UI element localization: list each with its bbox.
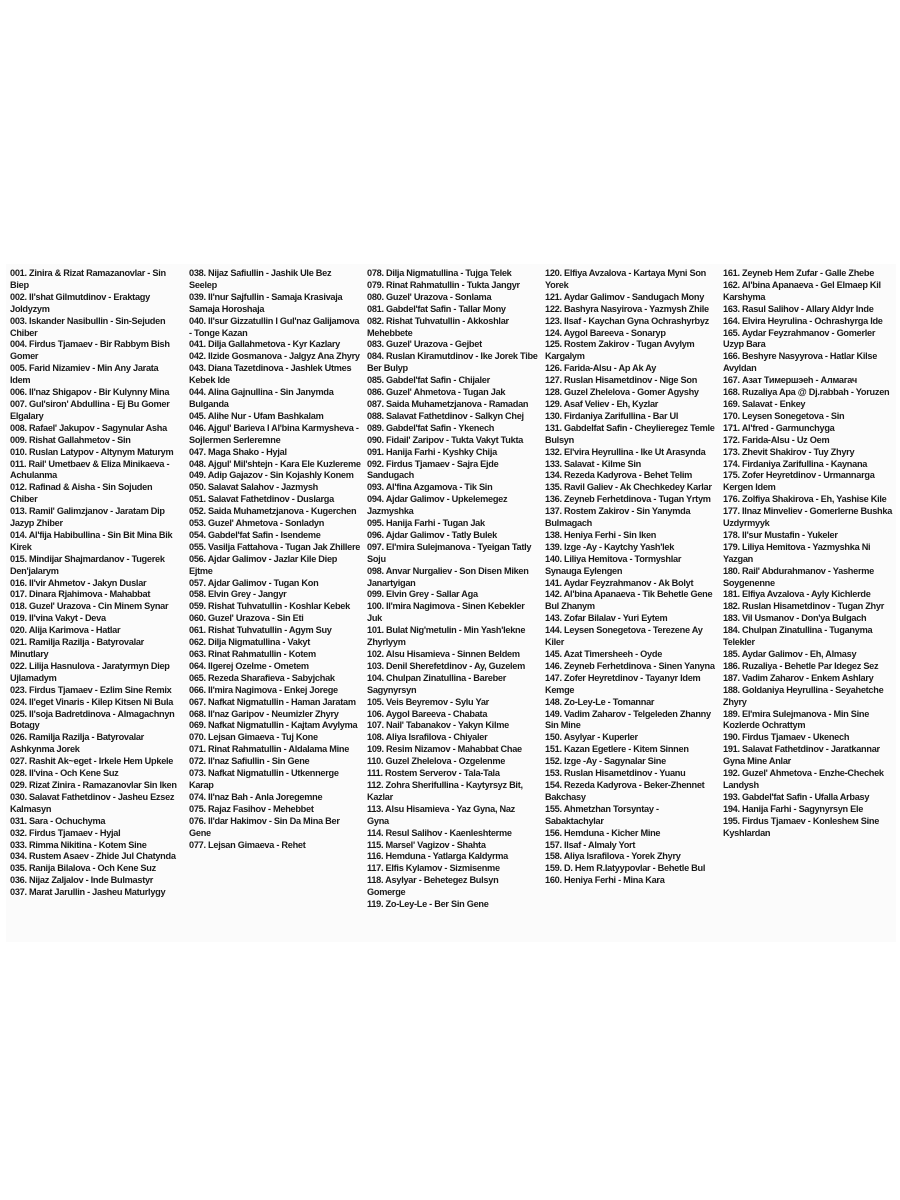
track-entry: 128. Guzel Zhelelova - Gomer Agyshy xyxy=(545,387,699,398)
track-entry: 020. Alija Karimova - Hatlar xyxy=(10,625,121,636)
track-entry: 192. Guzel' Ahmetova - Enzhe-Chechek Landysh xyxy=(723,768,884,790)
track-entry: 179. Liliya Hemitova - Yazmyshka Ni Yazgan xyxy=(723,541,871,564)
track-entry: 047. Maga Shako - Hyjal xyxy=(189,446,287,457)
track-entry: 087. Saida Muhametzjanova - Ramadan xyxy=(367,398,529,409)
track-entry: 117. Elfis Kylamov - Sizmisenme xyxy=(367,863,500,874)
track-entry: 162. Al'bina Apanaeva - Gel Elmaep Kil Karshyma xyxy=(723,279,881,302)
track-entry: 118. Asylyar - Behetegez Bulsyn Gomerge xyxy=(367,875,499,898)
track-entry: 151. Kazan Egetlere - Kitem Sinnen xyxy=(545,744,689,755)
track-entry: 144. Leysen Sonegetova - Terezene Ay Kiler xyxy=(545,625,703,648)
track-entry: 041. Dilja Gallahmetova - Kyr Kazlary xyxy=(189,339,341,350)
track-entry: 158. Aliya Israfilova - Yorek Zhyry xyxy=(545,851,681,862)
track-entry: 105. Veis Beyremov - Sylu Yar xyxy=(367,696,489,707)
track-entry: 147. Zofer Heyretdinov - Tayanyr Idem Kemge xyxy=(545,672,701,695)
track-entry: 125. Rostem Zakirov - Tugan Avylym Kargalym xyxy=(545,339,695,362)
track-entry: 078. Dilja Nigmatullina - Tujga Telek xyxy=(367,268,512,278)
track-entry: 178. Il'sur Mustafin - Yukeler xyxy=(723,529,838,540)
track-entry: 165. Aydar Feyzrahmanov - Gomerler Uzyp Bara xyxy=(723,327,876,350)
track-entry: 145. Azat Timersheeh - Oyde xyxy=(545,649,663,659)
track-entry: 018. Guzel' Urazova - Cin Minem Synar xyxy=(10,601,169,612)
track-entry: 138. Heniya Ferhi - Sin Iken xyxy=(545,529,657,540)
track-entry: 060. Guzel' Urazova - Sin Eti xyxy=(189,613,304,624)
track-entry: 021. Ramilja Razilja - Batyrovalar Minutlary xyxy=(10,637,144,659)
track-entry: 007. Gul'siron' Abdullina - Ej Bu Gomer Elgalary xyxy=(10,398,170,421)
track-entry: 024. Il'eget Vinaris - Kilep Kitsen Ni Bula xyxy=(10,696,174,707)
track-entry: 193. Gabdel'fat Safin - Ufalla Arbasy xyxy=(723,791,870,802)
track-entry: 102. Alsu Hisamieva - Sinnen Beldem xyxy=(367,649,520,659)
track-entry: 083. Guzel' Urazova - Gejbet xyxy=(367,339,482,350)
track-entry: 023. Firdus Tjamaev - Ezlim Sine Remix xyxy=(10,684,172,695)
track-entry: 036. Nijaz Zaljalov - Inde Bulmastyr xyxy=(10,875,154,886)
track-entry: 108. Aliya Israfilova - Chiyaler xyxy=(367,732,488,743)
track-entry: 050. Salavat Salahov - Jazmysh xyxy=(189,482,318,493)
track-entry: 016. Il'vir Ahmetov - Jakyn Duslar xyxy=(10,577,147,588)
track-entry: 142. Al'bina Apanaeva - Tik Behetle Gene Bul Zhanym xyxy=(545,589,713,612)
track-entry: 012. Rafinad & Aisha - Sin Sojuden Chiber xyxy=(10,482,153,505)
track-entry: 143. Zofar Bilalav - Yuri Eytem xyxy=(545,613,668,624)
track-entry: 161. Zeyneb Hem Zufar - Galle Zhebe xyxy=(723,268,875,278)
track-entry: 066. Il'mira Nagimova - Enkej Jorege xyxy=(189,684,338,695)
track-entry: 163. Rasul Salihov - Allary Aldyr Inde xyxy=(723,303,874,314)
track-entry: 180. Rail' Abdurahmanov - Yasherme Soygenenne xyxy=(723,565,874,588)
track-entry: 188. Goldaniya Heyrullina - Seyahetche Zhyry xyxy=(723,684,884,707)
track-entry: 045. Alihe Nur - Ufam Bashkalam xyxy=(189,410,324,421)
track-entry: 101. Bulat Nig'metulin - Min Yash'lekne Zhyrlyym xyxy=(367,625,526,648)
track-entry: 177. Ilnaz Minveliev - Gomerlerne Bushka Uzdyrmyyk xyxy=(723,506,893,529)
track-entry: 067. Nafkat Nigmatullin - Haman Jaratam xyxy=(189,696,356,707)
track-entry: 121. Aydar Galimov - Sandugach Mony xyxy=(545,291,705,302)
track-entry: 146. Zeyneb Ferhetdinova - Sinen Yanyna xyxy=(545,660,715,671)
track-entry: 006. Il'naz Shigapov - Bir Kulynny Mina xyxy=(10,387,170,398)
track-entry: 054. Gabdel'fat Safin - Isendeme xyxy=(189,529,321,540)
track-entry: 104. Chulpan Zinatullina - Bareber Sagynyrsyn xyxy=(367,672,507,695)
track-entry: 123. Ilsaf - Kaychan Gyna Ochrashyrbyz xyxy=(545,315,709,326)
track-entry: 115. Marsel' Vagizov - Shahta xyxy=(367,839,486,850)
track-entry: 001. Zinira & Rizat Ramazanovlar - Sin Biep xyxy=(10,268,166,290)
track-column-4 xyxy=(545,268,717,887)
track-entry: 187. Vadim Zaharov - Enkem Ashlary xyxy=(723,672,874,683)
track-entry: 096. Ajdar Galimov - Tatly Bulek xyxy=(367,529,497,540)
track-entry: 026. Ramilja Razilja - Batyrovalar Ashkynma Jorek xyxy=(10,732,144,755)
track-entry: 186. Ruzaliya - Behetle Par Idegez Sez xyxy=(723,660,879,671)
track-entry: 071. Rinat Rahmatullin - Aldalama Mine xyxy=(189,744,350,755)
track-entry: 002. Il'shat Gilmutdinov - Eraktagy Joldyzym xyxy=(10,291,150,314)
track-entry: 195. Firdus Tjamaev - Konlesheм Sine Kyshlardan xyxy=(723,815,880,838)
track-entry: 042. Ilzide Gosmanova - Jalgyz Ana Zhyry xyxy=(189,351,360,362)
track-entry: 005. Farid Nizamiev - Min Any Jarata Idem xyxy=(10,363,159,386)
track-entry: 077. Lejsan Gimaeva - Rehet xyxy=(189,839,306,850)
track-entry: 035. Ranija Bilalova - Och Kene Suz xyxy=(10,863,156,874)
track-entry: 085. Gabdel'fat Safin - Chijaler xyxy=(367,375,490,386)
track-entry: 014. Al'fija Habibullina - Sin Bit Mina Bik Kirek xyxy=(10,529,173,552)
track-entry: 132. El'vira Heyrullina - Ike Ut Arasynda xyxy=(545,446,706,457)
track-entry: 031. Sara - Ochuchyma xyxy=(10,815,106,826)
track-entry: 120. Elfiya Avzalova - Kartaya Myni Son Yorek xyxy=(545,268,706,290)
track-entry: 052. Saida Muhametzjanova - Kugerchen xyxy=(189,506,357,517)
track-entry: 129. Asaf Veliev - Eh, Kyzlar xyxy=(545,398,659,409)
track-entry: 011. Rail' Umetbaev & Eliza Minikaeva - Achulanma xyxy=(10,458,170,481)
track-entry: 116. Hemduna - Yatlarga Kaldyrma xyxy=(367,851,508,862)
track-entry: 170. Leysen Sonegetova - Sin xyxy=(723,410,845,421)
track-entry: 168. Ruzaliya Apa @ Dj.rabbah - Yoruzen xyxy=(723,387,890,398)
track-entry: 075. Rajaz Fasihov - Mehebbet xyxy=(189,803,314,814)
track-entry: 010. Ruslan Latypov - Altynym Maturym xyxy=(10,446,174,457)
track-entry: 148. Zo-Ley-Le - Tomannar xyxy=(545,696,655,707)
track-entry: 136. Zeyneb Ferhetdinova - Tugan Yrtym xyxy=(545,494,711,505)
track-entry: 111. Rostem Serverov - Tala-Tala xyxy=(367,768,500,779)
track-entry: 141. Aydar Feyzrahmanov - Ak Bolyt xyxy=(545,577,694,588)
track-entry: 072. Il'naz Safiullin - Sin Gene xyxy=(189,756,310,767)
track-entry: 037. Marat Jarullin - Jasheu Maturlygy xyxy=(10,887,166,898)
track-entry: 131. Gabdelfat Safin - Cheylieregez Temle Bulsyn xyxy=(545,422,715,445)
track-entry: 126. Farida-Alsu - Ap Ak Ay xyxy=(545,363,657,374)
track-entry: 150. Asylyar - Kuperler xyxy=(545,732,638,743)
track-entry: 025. Il'soja Badretdinova - Almagachnyn Botagy xyxy=(10,708,175,731)
track-entry: 191. Salavat Fathetdinov - Jaratkannar Gyna Mine Anlar xyxy=(723,744,880,767)
track-entry: 029. Rizat Zinira - Ramazanovlar Sin Iken xyxy=(10,779,177,790)
track-entry: 040. Il'sur Gizzatullin I Gul'naz Galijamova - Tonge Kazan xyxy=(189,315,360,338)
track-entry: 190. Firdus Tjamaev - Ukenech xyxy=(723,732,850,743)
track-column-1 xyxy=(10,268,180,899)
track-entry: 171. Al'fred - Garmunchyga xyxy=(723,422,835,433)
track-entry: 044. Alina Gajnullina - Sin Janymda Bulganda xyxy=(189,387,334,409)
track-entry: 081. Gabdel'fat Safin - Tallar Mony xyxy=(367,303,506,314)
track-entry: 114. Resul Salihov - Kaenleshterme xyxy=(367,827,512,838)
track-entry: 139. Izge -Ay - Kaytchy Yash'lek xyxy=(545,541,675,552)
track-entry: 033. Rimma Nikitina - Kotem Sine xyxy=(10,839,147,850)
track-column-2 xyxy=(189,268,361,851)
track-entry: 059. Rishat Tuhvatullin - Koshlar Kebek xyxy=(189,601,350,612)
track-column-3 xyxy=(367,268,539,911)
track-entry: 034. Rustem Asaev - Zhide Jul Chatynda xyxy=(10,851,176,862)
track-entry: 076. Il'dar Hakimov - Sin Da Mina Ber Gene xyxy=(189,815,340,838)
track-entry: 103. Denil Sherefetdinov - Ay, Guzelem xyxy=(367,660,526,671)
track-entry: 095. Hanija Farhi - Tugan Jak xyxy=(367,518,485,529)
track-entry: 003. Iskander Nasibullin - Sin-Sejuden Chiber xyxy=(10,315,166,338)
track-entry: 030. Salavat Fathetdinov - Jasheu Ezsez Kalmasyn xyxy=(10,791,175,814)
track-entry: 184. Chulpan Zinatullina - Tuganyma Telekler xyxy=(723,625,873,648)
track-entry: 088. Salavat Fathetdinov - Salkyn Chej xyxy=(367,410,524,421)
track-entry: 159. D. Hem R.Iatyypovlar - Behetle Bul xyxy=(545,863,706,874)
track-entry: 049. Adip Gajazov - Sin Kojashly Konem xyxy=(189,470,354,481)
track-entry: 039. Il'nur Sajfullin - Samaja Krasivaja Samaja Horoshaja xyxy=(189,291,343,314)
track-entry: 092. Firdus Tjamaev - Sajra Ejde Sandugach xyxy=(367,458,499,481)
track-entry: 056. Ajdar Galimov - Jazlar Kile Diep Ejtme xyxy=(189,553,338,576)
track-entry: 043. Diana Tazetdinova - Jashlek Utmes Kebek Ide xyxy=(189,363,352,386)
track-entry: 055. Vasilja Fattahova - Tugan Jak Zhillere xyxy=(189,541,361,552)
track-entry: 109. Resim Nizamov - Mahabbat Chae xyxy=(367,744,522,755)
track-entry: 090. Fidail' Zaripov - Tukta Vakyt Tukta xyxy=(367,434,524,445)
track-entry: 073. Nafkat Nigmatullin - Utkennerge Karap xyxy=(189,768,339,790)
track-entry: 183. Vil Usmanov - Don'ya Bulgach xyxy=(723,613,867,624)
track-entry: 137. Rostem Zakirov - Sin Yanymda Bulmagach xyxy=(545,506,691,529)
track-entry: 119. Zo-Ley-Le - Ber Sin Gene xyxy=(367,899,489,910)
track-entry: 194. Hanija Farhi - Sagynyrsyn Ele xyxy=(723,803,864,814)
track-entry: 004. Firdus Tjamaev - Bir Rabbym Bish Gomer xyxy=(10,339,170,362)
track-entry: 069. Nafkat Nigmatullin - Kajtam Avylyma xyxy=(189,720,358,731)
track-entry: 094. Ajdar Galimov - Upkelemegez Jazmyshka xyxy=(367,494,508,517)
track-entry: 068. Il'naz Garipov - Neumizler Zhyry xyxy=(189,708,339,719)
track-entry: 153. Ruslan Hisametdinov - Yuanu xyxy=(545,768,686,779)
track-entry: 048. Ajgul' Mil'shtejn - Kara Ele Kuzlereme xyxy=(189,458,361,469)
track-entry: 160. Heniya Ferhi - Mina Kara xyxy=(545,875,665,886)
track-entry: 133. Salavat - Kilme Sin xyxy=(545,458,641,469)
track-entry: 169. Salavat - Enkey xyxy=(723,398,806,409)
track-entry: 189. El'mira Sulejmanova - Min Sine Kozlerde Ochrattym xyxy=(723,708,870,731)
track-entry: 167. Азат Тимершэеh - Алмагач xyxy=(723,375,857,386)
track-entry: 122. Bashyra Nasyirova - Yazmysh Zhile xyxy=(545,303,709,314)
track-entry: 112. Zohra Sherifullina - Kaytyrsyz Bit, Kazlar xyxy=(367,779,523,802)
track-entry: 099. Elvin Grey - Sallar Aga xyxy=(367,589,478,600)
track-entry: 157. Ilsaf - Almaly Yort xyxy=(545,839,636,850)
track-entry: 164. Elvira Heyrulina - Ochrashyrga Ide xyxy=(723,315,883,326)
track-entry: 166. Beshyre Nasyyrova - Hatlar Kilse Avyldan xyxy=(723,351,878,374)
track-entry: 032. Firdus Tjamaev - Hyjal xyxy=(10,827,121,838)
track-entry: 091. Hanija Farhi - Kyshky Chija xyxy=(367,446,497,457)
track-entry: 100. Il'mira Nagimova - Sinen Kebekler Juk xyxy=(367,601,525,624)
track-entry: 058. Elvin Grey - Jangyr xyxy=(189,589,287,600)
track-entry: 113. Alsu Hisamieva - Yaz Gyna, Naz Gyna xyxy=(367,803,516,826)
track-entry: 053. Guzel' Ahmetova - Sonladyn xyxy=(189,518,325,529)
track-entry: 175. Zofer Heyretdinov - Urmannarga Kergen Idem xyxy=(723,470,875,493)
track-entry: 074. Il'naz Bah - Anla Joregemne xyxy=(189,791,323,802)
track-entry: 155. Ahmetzhan Torsyntay - Sabaktachylar xyxy=(545,803,659,826)
track-entry: 062. Dilja Nigmatullina - Vakyt xyxy=(189,637,311,648)
track-entry: 174. Firdaniya Zarifullina - Kaynana xyxy=(723,458,868,469)
track-entry: 135. Ravil Galiev - Ak Chechkedey Karlar xyxy=(545,482,712,493)
track-entry: 070. Lejsan Gimaeva - Tuj Kone xyxy=(189,732,318,743)
track-entry: 107. Nail' Tabanakov - Yakyn Kilme xyxy=(367,720,509,731)
track-entry: 149. Vadim Zaharov - Telgeleden Zhanny Sin Mine xyxy=(545,708,711,731)
track-entry: 061. Rishat Tuhvatullin - Agym Suy xyxy=(189,625,332,636)
track-entry: 038. Nijaz Safiullin - Jashik Ule Bez Seelep xyxy=(189,268,332,290)
track-entry: 080. Guzel' Urazova - Sonlama xyxy=(367,291,492,302)
track-entry: 140. Liliya Hemitova - Tormyshlar Synauga Eylengen xyxy=(545,553,682,576)
track-entry: 089. Gabdel'fat Safin - Ykenech xyxy=(367,422,495,433)
track-entry: 046. Ajgul' Barieva I Al'bina Karmysheva - Sojlermen Serleremne xyxy=(189,422,359,445)
track-entry: 127. Ruslan Hisametdinov - Nige Son xyxy=(545,375,698,386)
track-entry: 079. Rinat Rahmatullin - Tukta Jangyr xyxy=(367,279,520,290)
track-entry: 027. Rashit Ak~eget - Irkele Hem Upkele xyxy=(10,756,174,767)
track-entry: 130. Firdaniya Zarifullina - Bar Ul xyxy=(545,410,679,421)
track-entry: 152. Izge -Ay - Sagynalar Sine xyxy=(545,756,666,767)
track-entry: 176. Zolfiya Shakirova - Eh, Yashise Kile xyxy=(723,494,887,505)
track-entry: 181. Elfiya Avzalova - Ayly Kichlerde xyxy=(723,589,871,600)
track-entry: 172. Farida-Alsu - Uz Oem xyxy=(723,434,830,445)
track-entry: 063. Rinat Rahmatullin - Kotem xyxy=(189,649,316,659)
track-entry: 082. Rishat Tuhvatullin - Akkoshlar Mehebbete xyxy=(367,315,509,338)
track-entry: 009. Rishat Gallahmetov - Sin xyxy=(10,434,131,445)
track-entry: 185. Aydar Galimov - Eh, Almasy xyxy=(723,649,857,659)
track-entry: 028. Il'vina - Och Kene Suz xyxy=(10,768,119,779)
track-entry: 008. Rafael' Jakupov - Sagynular Asha xyxy=(10,422,167,433)
track-entry: 086. Guzel' Ahmetova - Tugan Jak xyxy=(367,387,506,398)
track-entry: 013. Ramil' Galimzjanov - Jaratam Dip Jazyp Zhiber xyxy=(10,506,165,529)
track-entry: 134. Rezeda Kadyrova - Behet Telim xyxy=(545,470,693,481)
track-entry: 106. Aygol Bareeva - Chabata xyxy=(367,708,488,719)
track-entry: 154. Rezeda Kadyrova - Beker-Zhennet Bakchasy xyxy=(545,779,705,802)
track-entry: 097. El'mira Sulejmanova - Tyeigan Tatly Soju xyxy=(367,541,532,564)
track-entry: 064. Ilgerej Ozelme - Ometem xyxy=(189,660,309,671)
track-entry: 173. Zhevit Shakirov - Tuy Zhyry xyxy=(723,446,855,457)
track-entry: 019. Il'vina Vakyt - Deva xyxy=(10,613,106,624)
track-entry: 098. Anvar Nurgaliev - Son Disen Miken Janartyigan xyxy=(367,565,529,588)
track-entry: 051. Salavat Fathetdinov - Duslarga xyxy=(189,494,334,505)
track-entry: 057. Ajdar Galimov - Tugan Kon xyxy=(189,577,319,588)
track-entry: 124. Aygol Bareeva - Sonaryp xyxy=(545,327,666,338)
track-entry: 017. Dinara Rjahimova - Mahabbat xyxy=(10,589,151,600)
track-entry: 110. Guzel Zhelelova - Ozgelenme xyxy=(367,756,506,767)
track-column-5 xyxy=(723,268,895,840)
track-entry: 156. Hemduna - Kicher Mine xyxy=(545,827,661,838)
track-entry: 084. Ruslan Kiramutdinov - Ike Jorek Tibe Ber Bulyp xyxy=(367,351,538,374)
track-entry: 015. Mindijar Shajmardanov - Tugerek Den'jalarym xyxy=(10,553,165,576)
track-entry: 022. Lilija Hasnulova - Jaratyrmyn Diep Ujlamadym xyxy=(10,660,170,683)
track-entry: 065. Rezeda Sharafieva - Sabyjchak xyxy=(189,672,335,683)
track-entry: 182. Ruslan Hisametdinov - Tugan Zhyr xyxy=(723,601,885,612)
track-entry: 093. Al'fina Azgamova - Tik Sin xyxy=(367,482,493,493)
